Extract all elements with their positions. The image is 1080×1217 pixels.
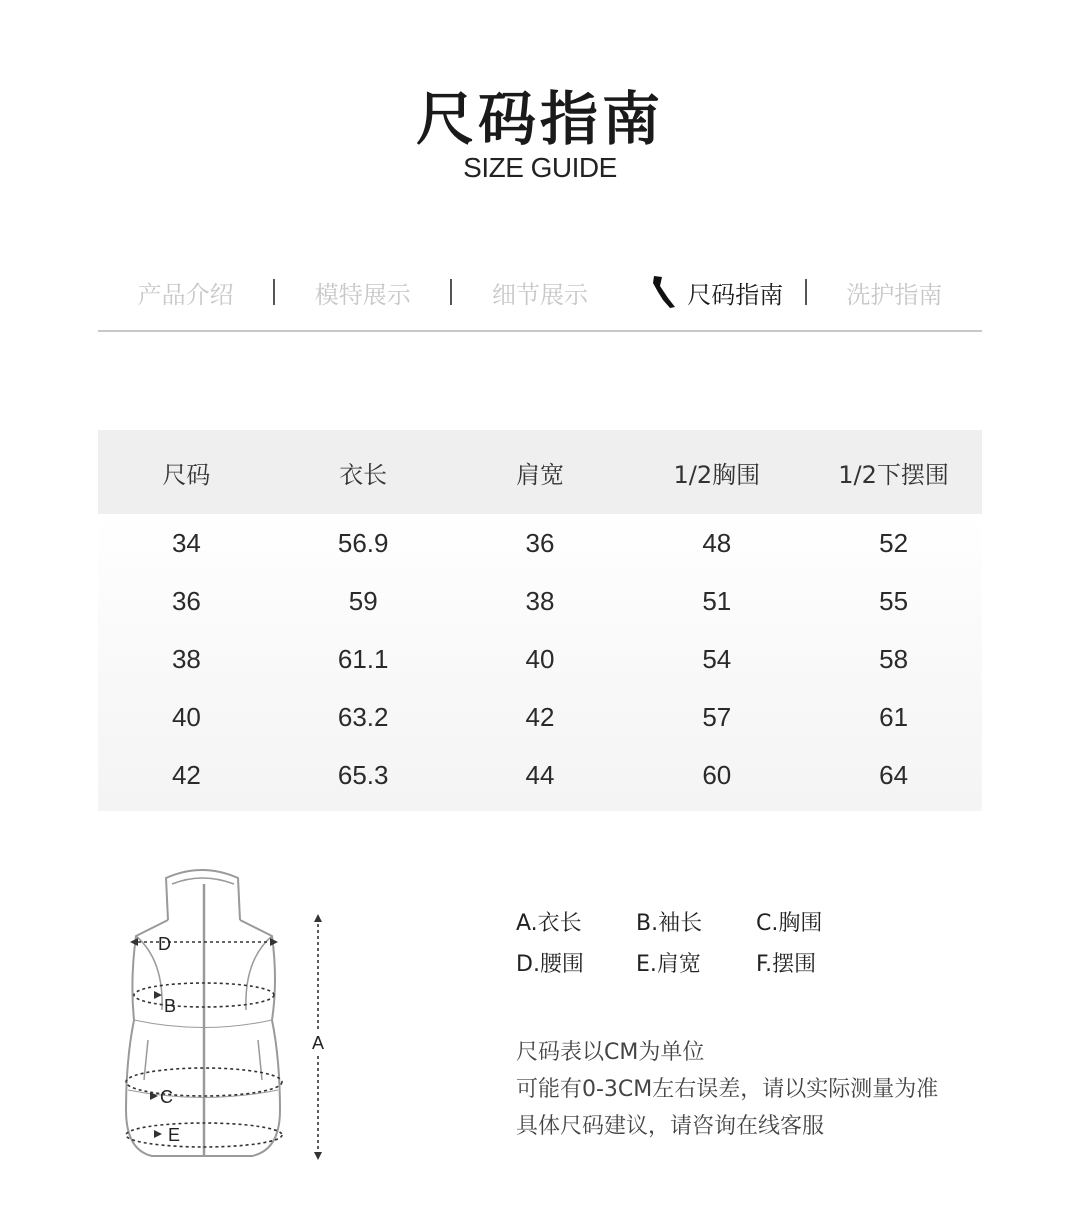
table-cell: 59 xyxy=(348,585,378,616)
tab-label: 产品介绍 xyxy=(137,280,234,309)
table-header-row xyxy=(98,430,982,514)
diagram-label-c: C xyxy=(160,1087,173,1107)
tab-detail-showcase[interactable] xyxy=(452,275,627,310)
diagram-label-d: D xyxy=(158,934,171,954)
table-row xyxy=(98,514,982,572)
size-notes xyxy=(516,1034,938,1145)
table-row xyxy=(98,746,982,811)
legend-item: C.胸围 xyxy=(756,911,823,936)
column-header: 1/2下摆围 xyxy=(805,430,982,514)
legend-item: B.袖长 xyxy=(636,911,703,936)
table-cell: 52 xyxy=(879,527,909,558)
table-cell: 60 xyxy=(702,759,732,790)
column-header: 尺码 xyxy=(98,430,275,514)
table-cell: 36 xyxy=(525,527,555,558)
size-table xyxy=(98,430,982,811)
table-cell: 40 xyxy=(171,701,201,732)
column-header: 1/2胸围 xyxy=(628,430,805,514)
page-title: 尺码指南 xyxy=(415,85,664,153)
measurement-legend xyxy=(516,906,936,978)
note-line: 可能有0-3CM左右误差，请以实际测量为准 xyxy=(516,1077,939,1102)
table-row xyxy=(98,572,982,630)
table-row xyxy=(98,630,982,688)
table-cell: 65.3 xyxy=(337,759,389,790)
table-cell: 36 xyxy=(171,585,201,616)
table-cell: 42 xyxy=(525,701,555,732)
table-cell: 61 xyxy=(879,701,909,732)
legend-item: D.腰围 xyxy=(516,952,584,977)
active-tab-marker-icon xyxy=(651,274,677,310)
table-row xyxy=(98,688,982,746)
table-cell: 55 xyxy=(879,585,909,616)
tab-label: 洗护指南 xyxy=(846,280,943,309)
table-cell: 61.1 xyxy=(337,643,389,674)
note-line: 尺码表以CM为单位 xyxy=(516,1040,705,1065)
table-cell: 63.2 xyxy=(337,701,389,732)
legend-item: A.衣长 xyxy=(516,911,582,936)
tab-care-guide[interactable] xyxy=(807,275,982,310)
vest-measurement-diagram xyxy=(112,860,342,1170)
legend-item: E.肩宽 xyxy=(636,952,701,977)
section-nav xyxy=(98,268,982,316)
table-cell: 58 xyxy=(879,643,909,674)
tab-label: 尺码指南 xyxy=(687,280,784,309)
tab-model-showcase[interactable] xyxy=(275,275,450,310)
tab-size-guide[interactable] xyxy=(630,274,805,310)
table-cell: 38 xyxy=(171,643,201,674)
table-cell: 54 xyxy=(702,643,732,674)
tab-product-intro[interactable] xyxy=(98,275,273,310)
note-line: 具体尺码建议，请咨询在线客服 xyxy=(516,1114,825,1139)
table-cell: 42 xyxy=(171,759,201,790)
tab-label: 细节展示 xyxy=(492,280,588,309)
page-subtitle: SIZE GUIDE xyxy=(463,152,617,183)
nav-divider xyxy=(98,330,982,332)
diagram-label-a: A xyxy=(312,1033,325,1053)
column-header: 衣长 xyxy=(275,430,452,514)
table-cell: 51 xyxy=(702,585,732,616)
table-cell: 57 xyxy=(702,701,732,732)
diagram-label-b: B xyxy=(164,996,177,1016)
table-cell: 56.9 xyxy=(337,527,389,558)
diagram-label-e: E xyxy=(168,1125,181,1145)
table-cell: 48 xyxy=(702,527,732,558)
table-cell: 64 xyxy=(879,759,909,790)
table-cell: 40 xyxy=(525,643,555,674)
legend-item: F.摆围 xyxy=(756,952,817,977)
table-cell: 38 xyxy=(525,585,555,616)
table-cell: 44 xyxy=(525,759,555,790)
tab-label: 模特展示 xyxy=(314,280,411,309)
table-cell: 34 xyxy=(171,527,201,558)
column-header: 肩宽 xyxy=(452,430,629,514)
